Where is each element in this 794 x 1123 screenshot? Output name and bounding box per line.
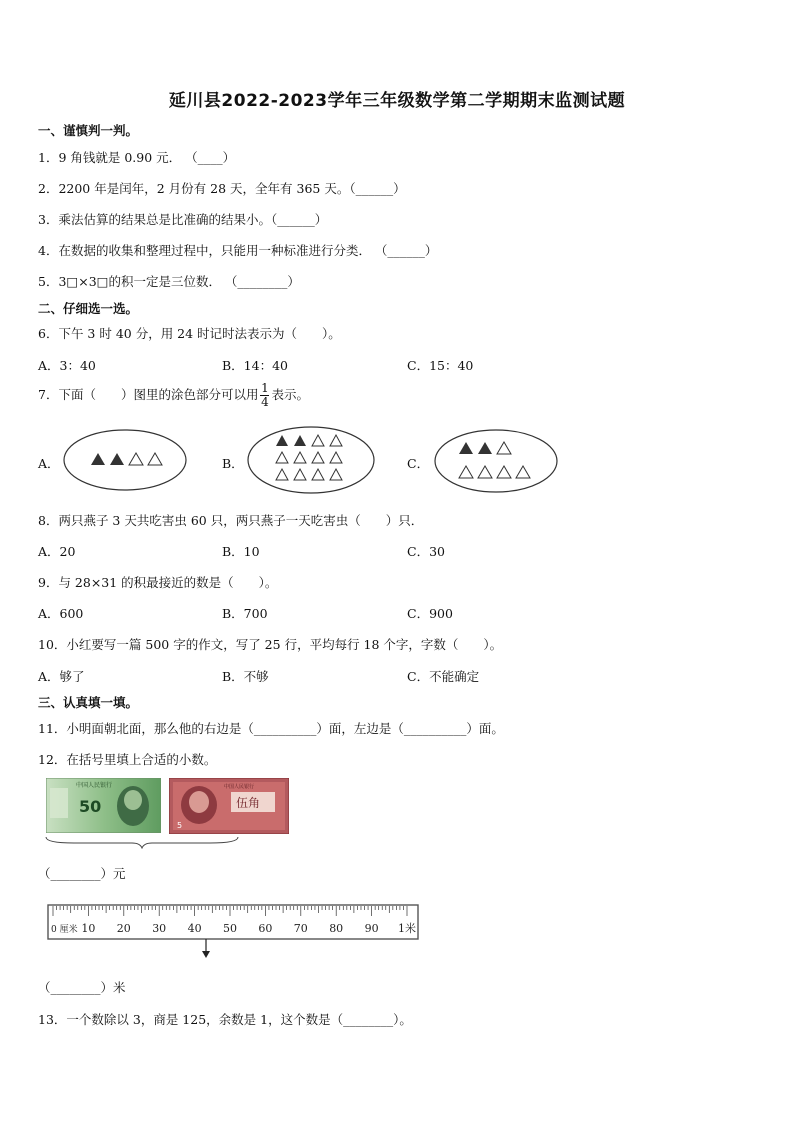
answer-blank-meter: （________）米 <box>38 980 126 995</box>
q7-option-b-figure <box>246 425 376 495</box>
meter-ruler-image <box>47 904 421 962</box>
bill1-header: 中国人民银行 <box>76 782 113 789</box>
q7-option-c-figure <box>433 428 559 494</box>
q10-option-c: C．不能确定 <box>407 669 480 684</box>
bill1-value: 50 <box>79 797 102 816</box>
q7-option-a-label: A． <box>38 456 60 471</box>
bill2-text: 伍角 <box>236 796 261 810</box>
question-7 <box>38 382 309 409</box>
section-3-heading: 三、认真填一填。 <box>38 695 139 710</box>
q7-text-after: 表示。 <box>271 387 309 402</box>
page-title: 延川县2022-2023学年三年级数学第二学期期末监测试题 <box>168 91 626 111</box>
question-5: 5．3□×3□的积一定是三位数． （________） <box>38 274 300 289</box>
answer-blank-yuan: （________）元 <box>38 866 126 881</box>
ruler-label: 1米 <box>398 922 416 935</box>
question-8: 8．两只燕子 3 天共吃害虫 60 只，两只燕子一天吃害虫（ ）只． <box>38 513 424 528</box>
q10-option-a: A．够了 <box>38 669 85 684</box>
ruler-label: 30 <box>152 922 167 935</box>
ruler-label: 0 厘米 <box>51 925 78 935</box>
q6-option-b: B．14：40 <box>222 358 288 373</box>
q8-option-b: B．10 <box>222 544 260 559</box>
bill2-header: 中国人民银行 <box>224 784 255 790</box>
question-11: 11．小明面朝北面，那么他的右边是（__________）面，左边是（__________）面。 <box>38 721 504 736</box>
bill2-value: 5 <box>177 821 183 830</box>
question-6: 6．下午 3 时 40 分，用 24 时记时法表示为（ ）。 <box>38 326 341 341</box>
q8-option-c: C．30 <box>407 544 445 559</box>
ruler-label: 60 <box>258 922 273 935</box>
q10-option-b: B．不够 <box>222 669 269 684</box>
ruler-label: 10 <box>81 922 96 935</box>
q9-option-b: B．700 <box>222 606 268 621</box>
ruler-label: 80 <box>329 922 344 935</box>
brace-under-notes <box>44 835 240 849</box>
q7-option-b-label: B． <box>222 456 244 471</box>
five-jiao-banknote-image <box>169 778 289 834</box>
q9-option-a: A．600 <box>38 606 84 621</box>
q8-option-a: A．20 <box>38 544 76 559</box>
ruler-label: 70 <box>293 922 308 935</box>
question-9: 9．与 28×31 的积最接近的数是（ ）。 <box>38 575 278 590</box>
question-1: 1．9 角钱就是 0.90 元． （____） <box>38 150 236 165</box>
q7-option-c-label: C． <box>407 456 430 471</box>
question-2: 2．2200 年是闰年，2 月份有 28 天，全年有 365 天。（______） <box>38 181 406 196</box>
q7-option-a-figure <box>62 428 188 492</box>
section-2-heading: 二、仔细选一选。 <box>38 301 139 316</box>
fraction-one-quarter <box>260 382 269 409</box>
section-1-heading: 一、谨慎判一判。 <box>38 123 139 138</box>
fraction-denominator: 4 <box>261 395 269 409</box>
question-13: 13．一个数除以 3，商是 125，余数是 1，这个数是（________）。 <box>38 1012 412 1027</box>
q6-option-a: A．3：40 <box>38 358 96 373</box>
q7-text-before: 7．下面（ ）图里的涂色部分可以用 <box>38 387 259 402</box>
q6-option-c: C．15：40 <box>407 358 474 373</box>
ruler-label: 50 <box>223 922 237 935</box>
ruler-label: 90 <box>364 922 379 935</box>
question-12: 12．在括号里填上合适的小数。 <box>38 752 217 767</box>
ruler-label: 40 <box>187 922 202 935</box>
fraction-numerator: 1 <box>261 381 269 395</box>
question-4: 4．在数据的收集和整理过程中，只能用一种标准进行分类． （______） <box>38 243 438 258</box>
fifty-yuan-banknote-image <box>46 778 161 833</box>
q9-option-c: C．900 <box>407 606 453 621</box>
question-3: 3．乘法估算的结果总是比准确的结果小。（______） <box>38 212 328 227</box>
ruler-label: 20 <box>116 922 131 935</box>
question-10: 10．小红要写一篇 500 字的作文，写了 25 行，平均每行 18 个字，字数（ ）。 <box>38 637 503 652</box>
